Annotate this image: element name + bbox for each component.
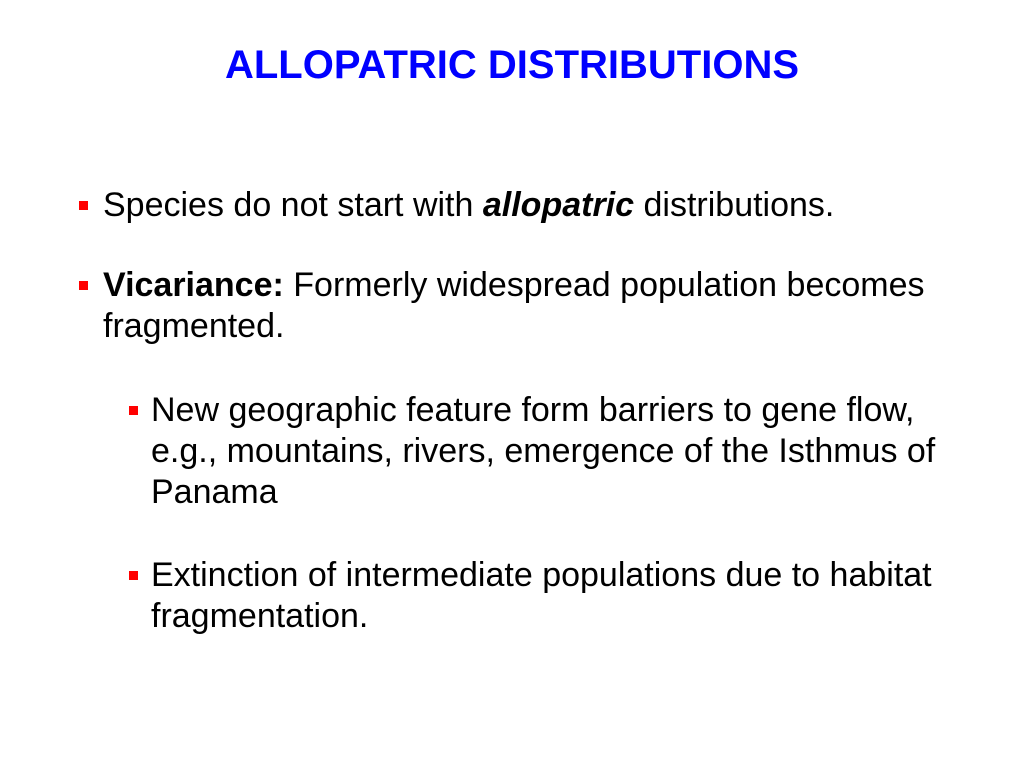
bullet-term: Vicariance: — [103, 266, 284, 304]
bullet-item-allopatric — [0, 185, 1024, 226]
bullet-item-vicariance — [0, 265, 1024, 347]
bullet-emphasis: allopatric — [482, 186, 635, 224]
bullet-text: Species do not start with — [103, 186, 474, 224]
square-bullet-icon — [79, 201, 88, 210]
sub-bullet-item — [0, 390, 1024, 513]
sub-bullet-item — [0, 555, 1024, 637]
bullet-text: distributions. — [643, 186, 835, 224]
bullet-text: Formerly widespread population becomes fragmented. — [103, 266, 925, 345]
sub-bullet-text: Extinction of intermediate populations due to habitat fragmentation. — [151, 556, 932, 635]
sub-bullet-text: New geographic feature form barriers to gene flow, e.g., mountains, rivers, emergence of the Isthmus of Panama — [151, 391, 936, 511]
square-bullet-icon — [79, 281, 88, 290]
square-bullet-icon — [129, 571, 138, 580]
slide-title: ALLOPATRIC DISTRIBUTIONS — [224, 43, 800, 87]
slide-body — [0, 185, 1024, 637]
square-bullet-icon — [129, 406, 138, 415]
